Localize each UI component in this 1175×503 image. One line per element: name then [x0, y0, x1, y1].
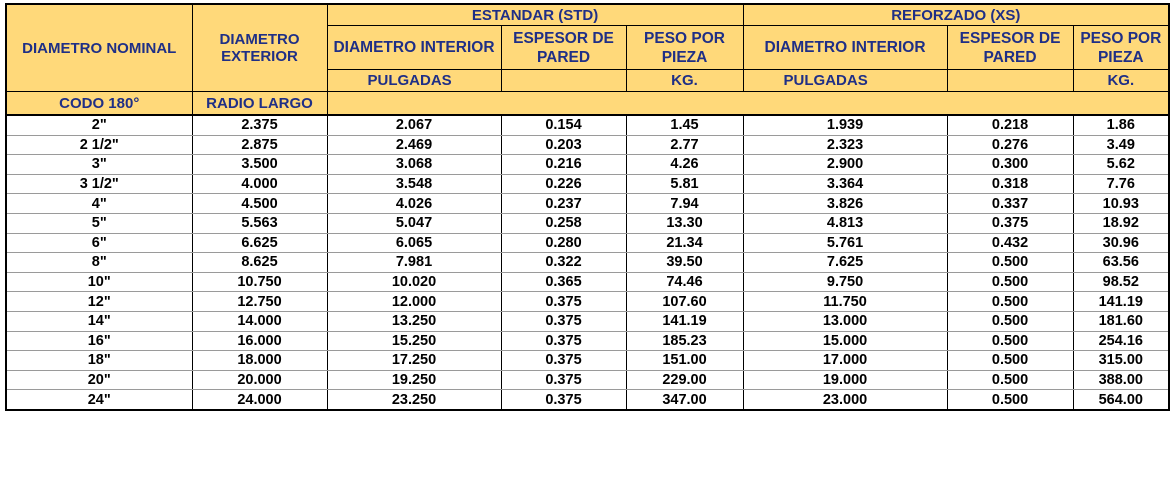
cell-std-diametro-interior: 6.065 — [327, 233, 501, 253]
cell-std-peso: 7.94 — [626, 194, 743, 214]
cell-std-peso: 141.19 — [626, 311, 743, 331]
cell-std-diametro-interior: 2.469 — [327, 135, 501, 155]
cell-diametro-nominal: 24" — [6, 390, 192, 410]
cell-std-diametro-interior: 3.068 — [327, 155, 501, 175]
cell-std-diametro-interior: 19.250 — [327, 370, 501, 390]
cell-std-espesor: 0.216 — [501, 155, 626, 175]
cell-diametro-exterior: 4.000 — [192, 174, 327, 194]
unit-std-kg: KG. — [626, 70, 743, 92]
table-row — [6, 390, 1169, 410]
table-row — [6, 253, 1169, 273]
cell-xs-diametro-interior: 9.750 — [743, 272, 947, 292]
table-row — [6, 272, 1169, 292]
cell-std-espesor: 0.258 — [501, 213, 626, 233]
cell-diametro-exterior: 4.500 — [192, 194, 327, 214]
cell-diametro-exterior: 2.375 — [192, 115, 327, 135]
table-row — [6, 370, 1169, 390]
cell-xs-espesor: 0.500 — [947, 370, 1073, 390]
cell-diametro-exterior: 3.500 — [192, 155, 327, 175]
cell-std-espesor: 0.375 — [501, 390, 626, 410]
cell-xs-diametro-interior: 5.761 — [743, 233, 947, 253]
cell-xs-espesor: 0.500 — [947, 292, 1073, 312]
cell-xs-espesor: 0.500 — [947, 390, 1073, 410]
cell-xs-diametro-interior: 7.625 — [743, 253, 947, 273]
header-std-espesor-pared: ESPESOR DE PARED — [501, 26, 626, 70]
cell-std-espesor: 0.237 — [501, 194, 626, 214]
cell-xs-espesor: 0.300 — [947, 155, 1073, 175]
cell-diametro-nominal: 10" — [6, 272, 192, 292]
cell-xs-espesor: 0.500 — [947, 253, 1073, 273]
cell-std-peso: 39.50 — [626, 253, 743, 273]
cell-diametro-nominal: 3" — [6, 155, 192, 175]
cell-std-diametro-interior: 4.026 — [327, 194, 501, 214]
cell-std-diametro-interior: 10.020 — [327, 272, 501, 292]
cell-std-peso: 2.77 — [626, 135, 743, 155]
header-diametro-exterior: DIAMETRO EXTERIOR — [192, 4, 327, 92]
cell-std-peso: 347.00 — [626, 390, 743, 410]
header-diametro-nominal: DIAMETRO NOMINAL — [6, 4, 192, 92]
cell-xs-peso: 98.52 — [1073, 272, 1169, 292]
cell-diametro-nominal: 8" — [6, 253, 192, 273]
cell-diametro-exterior: 24.000 — [192, 390, 327, 410]
header-row-codo — [6, 92, 1169, 116]
table-row — [6, 174, 1169, 194]
cell-diametro-nominal: 6" — [6, 233, 192, 253]
cell-xs-espesor: 0.218 — [947, 115, 1073, 135]
cell-std-peso: 107.60 — [626, 292, 743, 312]
cell-std-diametro-interior: 7.981 — [327, 253, 501, 273]
cell-xs-espesor: 0.337 — [947, 194, 1073, 214]
cell-xs-peso: 63.56 — [1073, 253, 1169, 273]
table-row — [6, 233, 1169, 253]
cell-xs-diametro-interior: 19.000 — [743, 370, 947, 390]
cell-xs-peso: 141.19 — [1073, 292, 1169, 312]
cell-xs-espesor: 0.375 — [947, 213, 1073, 233]
cell-xs-diametro-interior: 2.323 — [743, 135, 947, 155]
cell-std-peso: 185.23 — [626, 331, 743, 351]
cell-xs-diametro-interior: 13.000 — [743, 311, 947, 331]
cell-xs-espesor: 0.318 — [947, 174, 1073, 194]
cell-std-peso: 74.46 — [626, 272, 743, 292]
cell-std-peso: 229.00 — [626, 370, 743, 390]
header-std-group: ESTANDAR (STD) — [327, 4, 743, 26]
cell-diametro-exterior: 14.000 — [192, 311, 327, 331]
table-row — [6, 351, 1169, 371]
cell-diametro-nominal: 16" — [6, 331, 192, 351]
header-row-groups — [6, 4, 1169, 26]
cell-diametro-exterior: 8.625 — [192, 253, 327, 273]
codo-180-table — [5, 3, 1170, 411]
header-xs-diametro-interior: DIAMETRO INTERIOR — [743, 26, 947, 70]
header-radio: RADIO LARGO — [192, 92, 327, 116]
cell-xs-diametro-interior: 17.000 — [743, 351, 947, 371]
cell-diametro-nominal: 5" — [6, 213, 192, 233]
header-std-peso-pieza: PESO POR PIEZA — [626, 26, 743, 70]
cell-diametro-nominal: 14" — [6, 311, 192, 331]
cell-std-diametro-interior: 5.047 — [327, 213, 501, 233]
cell-xs-espesor: 0.276 — [947, 135, 1073, 155]
unit-xs-pulgadas: PULGADAS — [743, 70, 947, 92]
cell-std-peso: 13.30 — [626, 213, 743, 233]
cell-std-espesor: 0.375 — [501, 311, 626, 331]
table-row — [6, 135, 1169, 155]
cell-xs-diametro-interior: 1.939 — [743, 115, 947, 135]
cell-diametro-nominal: 2 1/2" — [6, 135, 192, 155]
cell-std-espesor: 0.375 — [501, 292, 626, 312]
header-xs-peso-pieza: PESO POR PIEZA — [1073, 26, 1169, 70]
table-row — [6, 155, 1169, 175]
cell-xs-espesor: 0.432 — [947, 233, 1073, 253]
cell-xs-peso: 30.96 — [1073, 233, 1169, 253]
table-row — [6, 115, 1169, 135]
table-wrapper — [5, 3, 1168, 411]
cell-diametro-exterior: 2.875 — [192, 135, 327, 155]
cell-std-diametro-interior: 13.250 — [327, 311, 501, 331]
cell-diametro-nominal: 20" — [6, 370, 192, 390]
cell-std-peso: 5.81 — [626, 174, 743, 194]
header-std-diametro-interior: DIAMETRO INTERIOR — [327, 26, 501, 70]
cell-std-diametro-interior: 2.067 — [327, 115, 501, 135]
cell-xs-espesor: 0.500 — [947, 272, 1073, 292]
cell-std-espesor: 0.154 — [501, 115, 626, 135]
cell-std-espesor: 0.203 — [501, 135, 626, 155]
cell-xs-diametro-interior: 23.000 — [743, 390, 947, 410]
cell-std-diametro-interior: 12.000 — [327, 292, 501, 312]
cell-std-peso: 151.00 — [626, 351, 743, 371]
cell-std-espesor: 0.375 — [501, 351, 626, 371]
cell-std-espesor: 0.365 — [501, 272, 626, 292]
cell-xs-diametro-interior: 4.813 — [743, 213, 947, 233]
cell-xs-espesor: 0.500 — [947, 331, 1073, 351]
cell-std-diametro-interior: 3.548 — [327, 174, 501, 194]
cell-xs-peso: 5.62 — [1073, 155, 1169, 175]
table-row — [6, 292, 1169, 312]
cell-xs-diametro-interior: 15.000 — [743, 331, 947, 351]
cell-std-peso: 1.45 — [626, 115, 743, 135]
table-row — [6, 213, 1169, 233]
cell-std-espesor: 0.375 — [501, 331, 626, 351]
cell-std-espesor: 0.322 — [501, 253, 626, 273]
cell-diametro-nominal: 12" — [6, 292, 192, 312]
cell-std-peso: 21.34 — [626, 233, 743, 253]
cell-xs-peso: 7.76 — [1073, 174, 1169, 194]
cell-diametro-exterior: 18.000 — [192, 351, 327, 371]
cell-std-espesor: 0.226 — [501, 174, 626, 194]
cell-diametro-nominal: 4" — [6, 194, 192, 214]
cell-diametro-exterior: 16.000 — [192, 331, 327, 351]
cell-xs-diametro-interior: 2.900 — [743, 155, 947, 175]
cell-std-peso: 4.26 — [626, 155, 743, 175]
unit-xs-kg: KG. — [1073, 70, 1169, 92]
table-row — [6, 311, 1169, 331]
unit-std-pulgadas: PULGADAS — [327, 70, 501, 92]
cell-std-diametro-interior: 17.250 — [327, 351, 501, 371]
table-body — [6, 115, 1169, 410]
cell-xs-peso: 564.00 — [1073, 390, 1169, 410]
cell-xs-peso: 10.93 — [1073, 194, 1169, 214]
cell-std-diametro-interior: 23.250 — [327, 390, 501, 410]
cell-diametro-nominal: 18" — [6, 351, 192, 371]
cell-diametro-exterior: 6.625 — [192, 233, 327, 253]
cell-xs-peso: 18.92 — [1073, 213, 1169, 233]
cell-diametro-exterior: 5.563 — [192, 213, 327, 233]
cell-xs-peso: 254.16 — [1073, 331, 1169, 351]
cell-std-diametro-interior: 15.250 — [327, 331, 501, 351]
cell-xs-diametro-interior: 3.364 — [743, 174, 947, 194]
header-codo: CODO 180° — [6, 92, 192, 116]
cell-xs-peso: 388.00 — [1073, 370, 1169, 390]
cell-diametro-nominal: 3 1/2" — [6, 174, 192, 194]
cell-diametro-exterior: 10.750 — [192, 272, 327, 292]
table-row — [6, 194, 1169, 214]
cell-xs-diametro-interior: 3.826 — [743, 194, 947, 214]
cell-xs-peso: 3.49 — [1073, 135, 1169, 155]
header-codo-spacer — [327, 92, 1169, 116]
table-row — [6, 331, 1169, 351]
cell-xs-espesor: 0.500 — [947, 351, 1073, 371]
cell-diametro-nominal: 2" — [6, 115, 192, 135]
cell-xs-peso: 315.00 — [1073, 351, 1169, 371]
cell-diametro-exterior: 12.750 — [192, 292, 327, 312]
cell-xs-peso: 1.86 — [1073, 115, 1169, 135]
cell-xs-diametro-interior: 11.750 — [743, 292, 947, 312]
cell-std-espesor: 0.375 — [501, 370, 626, 390]
header-xs-group: REFORZADO (XS) — [743, 4, 1169, 26]
unit-std-blank — [501, 70, 626, 92]
header-xs-espesor-pared: ESPESOR DE PARED — [947, 26, 1073, 70]
cell-xs-espesor: 0.500 — [947, 311, 1073, 331]
unit-xs-blank — [947, 70, 1073, 92]
cell-std-espesor: 0.280 — [501, 233, 626, 253]
cell-xs-peso: 181.60 — [1073, 311, 1169, 331]
cell-diametro-exterior: 20.000 — [192, 370, 327, 390]
